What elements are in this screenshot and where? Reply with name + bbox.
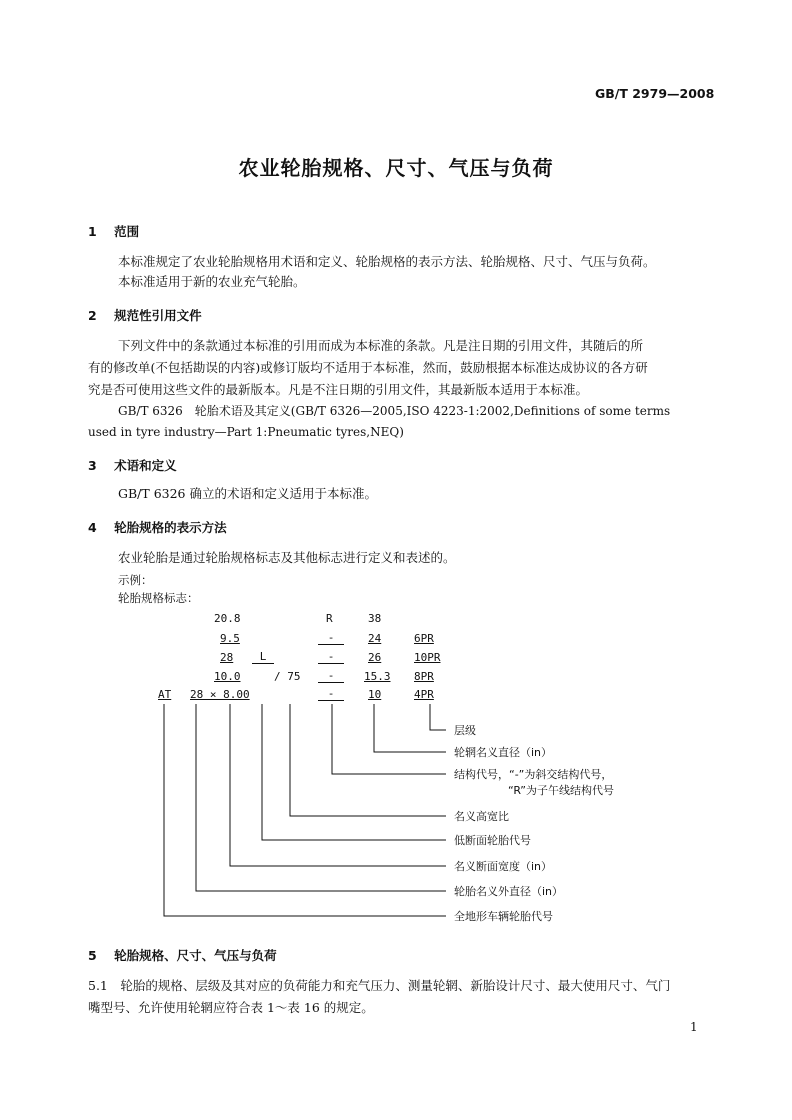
section-2-reference-line-2: used in tyre industry—Part 1:Pneumatic tyres,NEQ)	[88, 425, 404, 439]
section-1-title: 范围	[114, 224, 140, 239]
label-structure-code-1: 结构代号，“-”为斜交结构代号，	[454, 768, 613, 781]
diagram-r5-structure: -	[318, 688, 344, 701]
diagram-r1-structure: R	[326, 612, 333, 625]
standard-number: GB/T 2979—2008	[595, 86, 715, 101]
diagram-r2-structure: -	[318, 632, 344, 645]
clause-5-1-line-1: 5.1 轮胎的规格、层级及其对应的负荷能力和充气压力、测量轮辋、新胎设计尺寸、最大使用尺寸、气门	[88, 978, 671, 993]
section-1-para-2: 本标准适用于新的农业充气轮胎。	[118, 274, 306, 289]
section-5-number: 5	[88, 948, 97, 963]
section-3-number: 3	[88, 458, 97, 473]
diagram-r3-ply: 10PR	[414, 651, 441, 664]
section-3-title: 术语和定义	[114, 458, 177, 473]
label-rim-diameter: 轮辋名义直径（in）	[454, 746, 553, 759]
leader-atv	[164, 704, 446, 916]
label-ply-rating: 层级	[454, 724, 476, 737]
diagram-r3-structure: -	[318, 651, 344, 664]
leader-aspect-ratio	[290, 704, 446, 816]
label-low-section: 低断面轮胎代号	[454, 834, 531, 847]
diagram-r2-width: 9.5	[220, 632, 240, 645]
example-label: 示例：	[118, 573, 153, 587]
diagram-r2-rim: 24	[368, 632, 382, 645]
section-3-para: GB/T 6326 确立的术语和定义适用于本标准。	[118, 486, 377, 501]
diagram-r1-width: 20.8	[214, 612, 241, 625]
leader-outer-diameter	[196, 704, 446, 891]
label-aspect-ratio: 名义高宽比	[454, 810, 509, 823]
diagram-r2-ply: 6PR	[414, 632, 434, 645]
diagram-r5-atv: AT	[158, 688, 172, 701]
diagram-r3-rim: 26	[368, 651, 382, 664]
diagram-r4-rim: 15.3	[364, 670, 391, 683]
leader-structure	[332, 704, 446, 774]
section-2-number: 2	[88, 308, 97, 323]
diagram-r3-low-section: L	[252, 651, 274, 664]
section-1-number: 1	[88, 224, 97, 239]
section-5-title: 轮胎规格、尺寸、气压与负荷	[114, 948, 277, 963]
section-1-para-1: 本标准规定了农业轮胎规格用术语和定义、轮胎规格的表示方法、轮胎规格、尺寸、气压与负荷。	[118, 254, 656, 269]
document-title: 农业轮胎规格、尺寸、气压与负荷	[238, 156, 554, 180]
diagram-r4-width: 10.0	[214, 670, 241, 683]
diagram-r3-width: 28	[220, 651, 234, 664]
tyre-size-marking-label: 轮胎规格标志：	[118, 591, 199, 605]
section-2-para-line-1: 下列文件中的条款通过本标准的引用而成为本标准的条款。凡是注日期的引用文件，其随后的所	[118, 338, 644, 353]
diagram-r5-rim: 10	[368, 688, 382, 701]
section-2-reference-line-1: GB/T 6326 轮胎术语及其定义(GB/T 6326—2005,ISO 4223-1:2002,Definitions of some terms	[118, 404, 671, 418]
section-5-heading	[88, 946, 277, 964]
page-number: 1	[690, 1020, 698, 1034]
diagram-r4-structure: -	[318, 670, 344, 683]
leader-rim-diameter	[374, 704, 446, 752]
section-2-title: 规范性引用文件	[114, 308, 202, 323]
diagram-r4-aspect: / 75	[274, 670, 301, 683]
diagram-r5-width: 28 × 8.00	[190, 688, 250, 701]
label-outer-diameter: 轮胎名义外直径（in）	[454, 885, 564, 898]
section-2-para-line-3: 究是否可使用这些文件的最新版本。凡是不注日期的引用文件，其最新版本适用于本标准。	[88, 382, 589, 397]
label-atv-code: 全地形车辆轮胎代号	[454, 910, 553, 923]
clause-5-1-line-2: 嘴型号、允许使用轮辋应符合表 1～表 16 的规定。	[88, 1000, 374, 1015]
section-2-para-line-2: 有的修改单(不包括勘误的内容)或修订版均不适用于本标准，然而，鼓励根据本标准达成协议的各方研	[88, 360, 648, 375]
section-4-number: 4	[88, 520, 97, 535]
leader-ply	[430, 704, 446, 730]
diagram-r4-ply: 8PR	[414, 670, 434, 683]
diagram-r1-rim: 38	[368, 612, 382, 625]
section-4-title: 轮胎规格的表示方法	[114, 520, 227, 535]
label-structure-code-2: “R”为子午线结构代号	[508, 784, 614, 797]
label-section-width: 名义断面宽度（in）	[454, 860, 553, 873]
section-4-para: 农业轮胎是通过轮胎规格标志及其他标志进行定义和表述的。	[118, 550, 456, 565]
diagram-r5-ply: 4PR	[414, 688, 434, 701]
